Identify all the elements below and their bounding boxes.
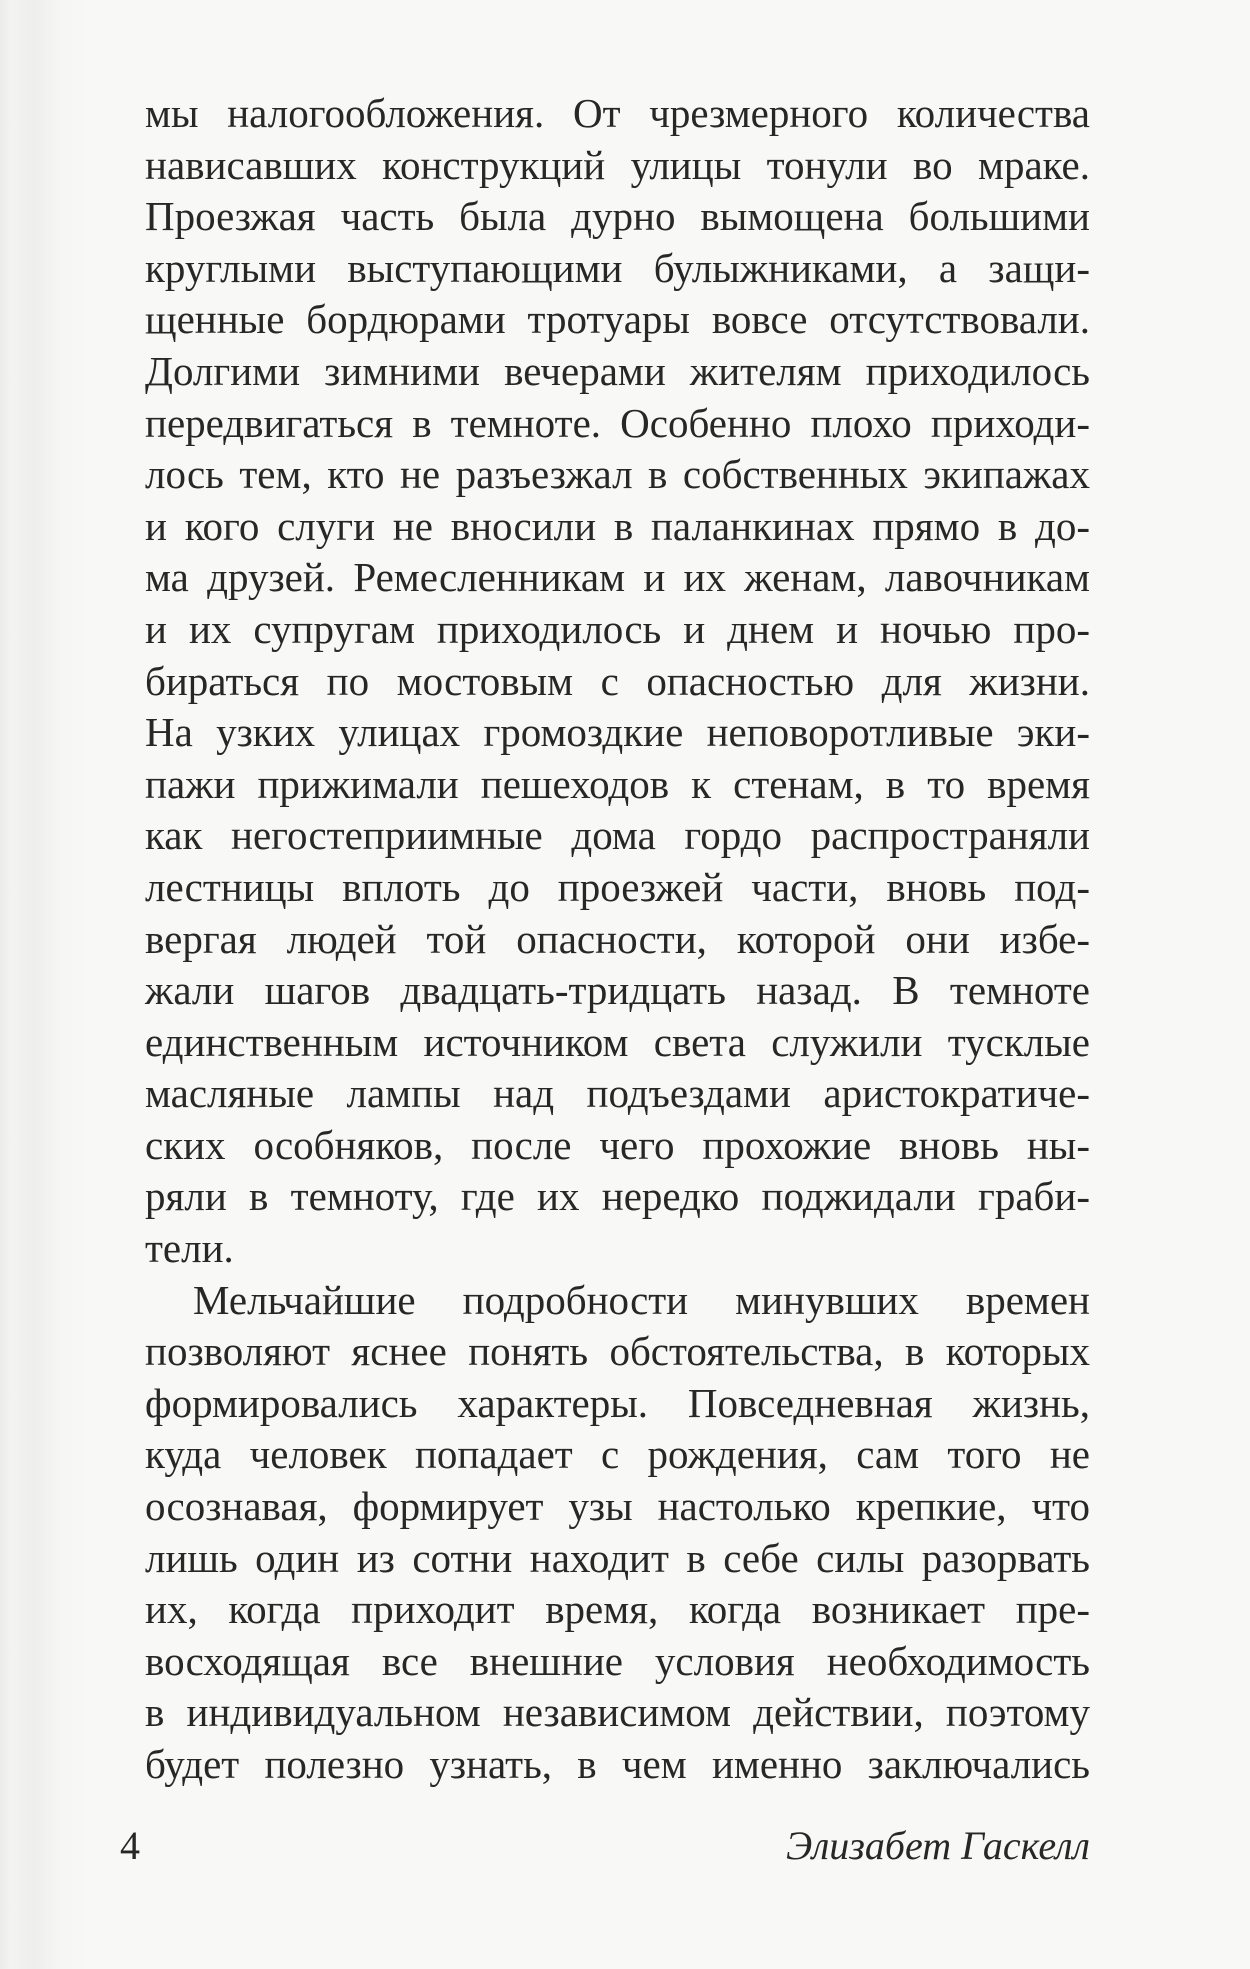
running-author: Элизабет Гаскелл bbox=[785, 1823, 1090, 1868]
text-line: жали шагов двадцать-тридцать назад. В темноте bbox=[145, 967, 1090, 1014]
text-line: лось тем, кто не разъезжал в собственных экипажах bbox=[145, 451, 1090, 498]
text-line: в индивидуальном независимом действии, поэтому bbox=[145, 1689, 1090, 1736]
text-line: осознавая, формирует узы настолько крепкие, что bbox=[145, 1483, 1090, 1530]
text-line: пажи прижимали пешеходов к стенам, в то время bbox=[145, 760, 1090, 807]
text-line: бираться по мостовым с опасностью для жизни. bbox=[145, 657, 1090, 704]
paragraph bbox=[145, 1275, 1090, 1791]
text-line: и кого слуги не вносили в паланкинах прямо в до- bbox=[145, 502, 1090, 549]
text-line: формировались характеры. Повседневная жизнь, bbox=[145, 1379, 1090, 1426]
text-line: их, когда приходит время, когда возникает пре- bbox=[145, 1586, 1090, 1633]
text-line: масляные лампы над подъездами аристократиче- bbox=[145, 1070, 1090, 1117]
paragraph bbox=[145, 88, 1090, 1275]
text-line: передвигаться в темноте. Особенно плохо приходи- bbox=[145, 399, 1090, 446]
text-line: будет полезно узнать, в чем именно заключались bbox=[145, 1741, 1090, 1787]
text-line: мы налогообложения. От чрезмерного количества bbox=[145, 90, 1090, 136]
text-line: и их супругам приходилось и днем и ночью про- bbox=[145, 605, 1090, 652]
text-line: единственным источником света служили тусклые bbox=[145, 1018, 1090, 1065]
text-line: круглыми выступающими булыжниками, а защи- bbox=[145, 244, 1090, 291]
text-line: позволяют яснее понять обстоятельства, в которых bbox=[145, 1328, 1090, 1375]
text-line: лестницы вплоть до проезжей части, вновь под- bbox=[145, 863, 1090, 910]
text-line: щенные бордюрами тротуары вовсе отсутствовали. bbox=[145, 296, 1090, 343]
text-line: Мельчайшие подробности минувших времен bbox=[193, 1276, 1090, 1323]
text-line: Долгими зимними вечерами жителям приходилось bbox=[145, 347, 1090, 394]
text-line: На узких улицах громоздкие неповоротливые эки- bbox=[145, 709, 1090, 756]
text-line: лишь один из сотни находит в себе силы разорвать bbox=[145, 1534, 1090, 1581]
text-line: как негостеприимные дома гордо распространяли bbox=[145, 812, 1090, 859]
text-line: ряли в темноту, где их нередко поджидали граби- bbox=[145, 1173, 1090, 1220]
text-line: восходящая все внешние условия необходимость bbox=[145, 1637, 1090, 1684]
text-line: куда человек попадает с рождения, сам того не bbox=[145, 1431, 1090, 1478]
text-line: нависавших конструкций улицы тонули во мраке. bbox=[145, 141, 1090, 188]
text-line: Проезжая часть была дурно вымощена большими bbox=[145, 193, 1090, 240]
text-line: тели. bbox=[145, 1225, 234, 1272]
text-line: ских особняков, после чего прохожие вновь ны- bbox=[145, 1121, 1090, 1168]
body-text bbox=[145, 88, 1090, 1791]
text-line: ма друзей. Ремесленникам и их женам, лавочникам bbox=[145, 554, 1090, 601]
page-number: 4 bbox=[120, 1823, 140, 1868]
text-line: вергая людей той опасности, которой они избе- bbox=[145, 915, 1090, 962]
page-footer bbox=[120, 1820, 1090, 1871]
